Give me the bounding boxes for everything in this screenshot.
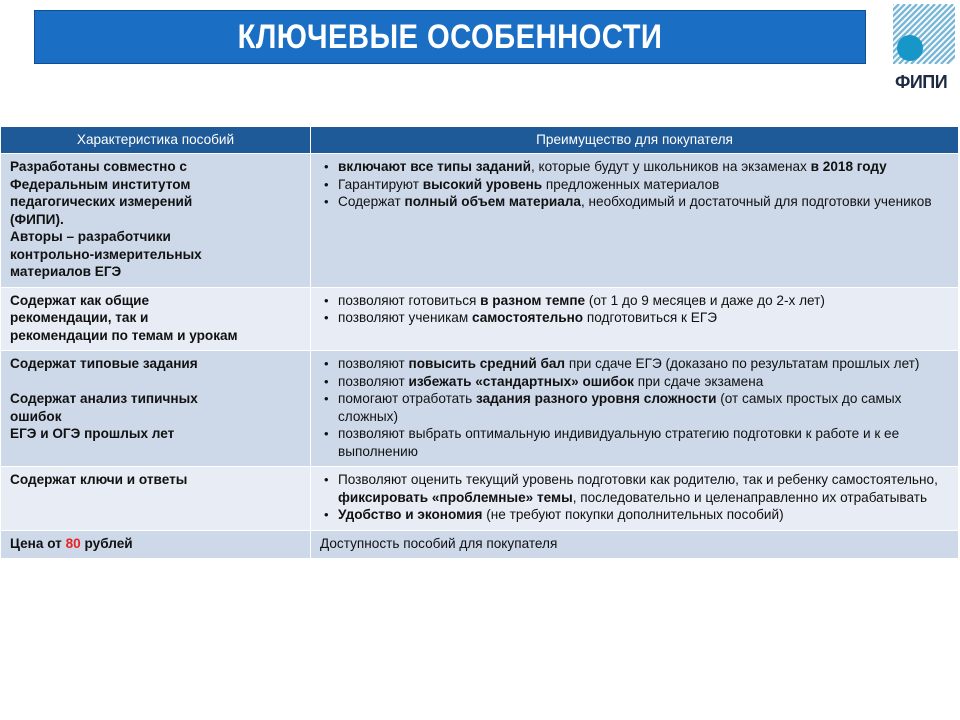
characteristic-cell (1, 467, 311, 531)
characteristic-line: Авторы – разработчики (10, 229, 171, 244)
page-title: КЛЮЧЕВЫЕ ОСОБЕННОСТИ (237, 17, 663, 56)
table-row (1, 351, 959, 467)
price-prefix: Цена от (10, 535, 66, 551)
body-text: , необходимый и достаточный для подготовки учеников (580, 194, 932, 209)
characteristic-line: рекомендации по темам и урокам (10, 327, 238, 343)
characteristic-line (10, 373, 301, 391)
body-text: позволяют ученикам (338, 310, 472, 325)
body-text: позволяют выбрать оптимальную индивидуальную стратегию подготовки к работе и к ее выполнению (338, 426, 900, 459)
column-header-characteristic: Характеристика пособий (1, 127, 311, 154)
characteristic-line: контрольно-измерительных (10, 246, 202, 262)
benefit-list (320, 158, 949, 211)
body-text: (не требуют покупки дополнительных пособий) (482, 507, 784, 522)
benefit-list (320, 471, 949, 524)
body-text: (от 1 до 9 месяцев и даже до 2-х лет) (585, 292, 825, 308)
emphasis-text: повысить средний бал (408, 356, 566, 371)
benefit-item (320, 193, 949, 211)
benefit-item (320, 176, 949, 194)
body-text: , которые будут у школьников на экзаменах (531, 159, 811, 174)
body-text: , последовательно и целенаправленно их отрабатывать (572, 489, 928, 505)
benefit-item (320, 355, 949, 373)
benefit-item (320, 506, 949, 524)
characteristic-line: материалов ЕГЭ (10, 264, 122, 279)
body-text: Позволяют оценить текущий уровень подготовки как родителю, так и ребенку самостоятельно, (338, 472, 938, 487)
characteristic-line: Содержат как общие (10, 292, 150, 308)
characteristic-line: ошибок (10, 408, 62, 424)
characteristic-line: Содержат типовые задания (10, 356, 198, 371)
body-text: Гарантируют (338, 176, 423, 192)
emphasis-text: высокий уровень (422, 176, 543, 192)
body-text: позволяют (338, 373, 409, 389)
characteristic-cell (1, 287, 311, 351)
characteristic-cell (1, 351, 311, 467)
characteristic-line: (ФИПИ). (10, 211, 64, 227)
benefit-cell (311, 467, 959, 531)
benefit-cell (311, 287, 959, 351)
body-text: подготовиться к ЕГЭ (583, 310, 717, 325)
emphasis-text: полный объем материала (404, 194, 581, 209)
table-row (1, 154, 959, 288)
body-text: при сдаче экзамена (633, 373, 764, 389)
emphasis-text: самостоятельно (472, 310, 584, 325)
characteristic-line: ЕГЭ и ОГЭ прошлых лет (10, 426, 175, 441)
benefit-cell (311, 154, 959, 288)
table-row (1, 287, 959, 351)
characteristic-line: Федеральным институтом (10, 176, 191, 192)
table-header-row (1, 127, 959, 154)
benefit-cell (311, 351, 959, 467)
body-text: позволяют готовиться (338, 292, 481, 308)
price-value: 80 (65, 535, 81, 551)
logo-circle (897, 35, 923, 61)
benefit-item (320, 425, 949, 460)
table-row (1, 467, 959, 531)
features-table (0, 126, 959, 559)
benefit-list (320, 292, 949, 327)
benefit-list (320, 355, 949, 460)
body-text: Содержат (338, 194, 405, 209)
body-text: при сдаче ЕГЭ (доказано по результатам прошлых лет) (565, 356, 920, 371)
characteristic-line: рекомендации, так и (10, 310, 149, 325)
emphasis-text: включают все типы заданий (338, 159, 531, 174)
characteristic-line: Разработаны совместно с (10, 159, 187, 174)
emphasis-text: фиксировать «проблемные» темы (338, 489, 573, 505)
body-text: помогают отработать (338, 391, 477, 406)
benefit-item (320, 390, 949, 425)
benefit-item (320, 309, 949, 327)
price-row (1, 530, 959, 559)
emphasis-text: в 2018 году (810, 159, 887, 174)
characteristic-line: Содержат анализ типичных (10, 391, 198, 406)
characteristic-line: педагогических измерений (10, 194, 193, 209)
benefit-item (320, 158, 949, 176)
table-body (1, 154, 959, 559)
price-benefit-cell: Доступность пособий для покупателя (311, 530, 959, 559)
logo-text: ФИПИ (895, 72, 948, 92)
body-text: предложенных материалов (542, 176, 720, 192)
emphasis-text: в разном темпе (480, 292, 586, 308)
benefit-item (320, 292, 949, 310)
emphasis-text: избежать «стандартных» ошибок (408, 373, 634, 389)
benefit-item (320, 373, 949, 391)
price-cell (1, 530, 311, 559)
body-text: позволяют (338, 356, 409, 371)
title-banner (34, 10, 866, 64)
column-header-benefit: Преимущество для покупателя (311, 127, 959, 154)
characteristic-line: Содержат ключи и ответы (10, 472, 188, 487)
benefit-item (320, 471, 949, 506)
body-text: (от самых простых до самых сложных) (338, 391, 902, 424)
emphasis-text: задания разного уровня сложности (476, 391, 717, 406)
characteristic-cell (1, 154, 311, 288)
price-suffix: рублей (80, 535, 133, 551)
emphasis-text: Удобство и экономия (338, 507, 483, 522)
